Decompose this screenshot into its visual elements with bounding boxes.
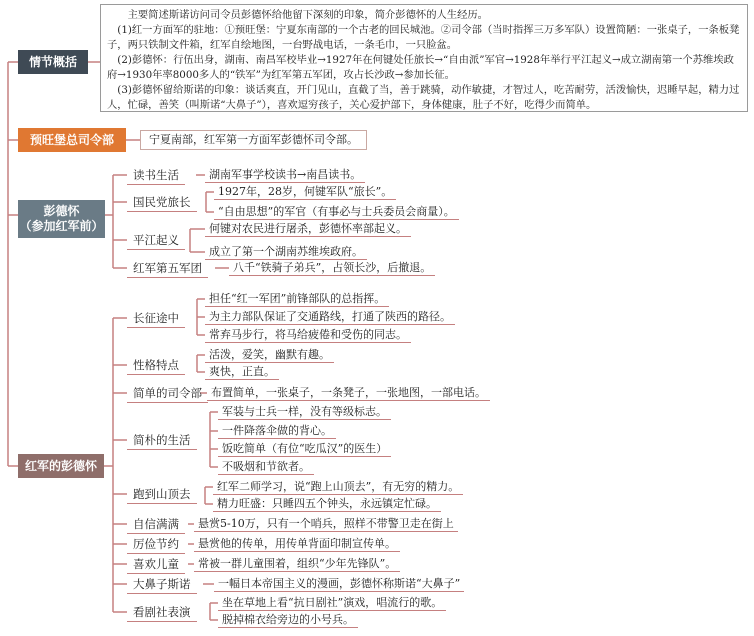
leaf-item: 脱掉棉衣给旁边的小号兵。	[218, 612, 358, 628]
leaf-item: 爽快，正直。	[205, 364, 279, 380]
sub-run-up-hill: 跑到山顶去	[127, 485, 197, 504]
leaf-item: 悬赏5-10万，只有一个哨兵，照样不带警卫走在街上	[194, 516, 458, 532]
category-plot: 情节概括	[18, 50, 88, 74]
sub-personality: 性格特点	[127, 356, 185, 375]
leaf-item: 精力旺盛：只睡四五个钟头，永远镇定忙碌。	[213, 496, 441, 512]
leaf-item: 为主力部队保证了交通路线，打通了陕西的路径。	[205, 309, 455, 325]
sub-big-nose: 大鼻子斯诺	[127, 575, 197, 594]
sub-long-march: 长征途中	[127, 309, 185, 328]
category-subtitle: （参加红军前）	[19, 219, 104, 233]
leaf-item: 何键对农民进行屠杀，彭德怀率部起义。	[205, 221, 411, 237]
leaf-item: 成立了第一个湖南苏维埃政府。	[205, 244, 367, 260]
sub-study: 读书生活	[127, 166, 185, 185]
sub-kmt-brigadier: 国民党旅长	[127, 193, 197, 212]
category-hq: 预旺堡总司令部	[18, 128, 126, 152]
summary-box	[100, 4, 748, 112]
sub-pingjiang-uprising: 平江起义	[127, 231, 185, 250]
summary-line: (3)彭德怀留给斯诺的印象：谈话爽直，开门见山，直截了当，善于跳骑，动作敏捷，才智过人，吃苦耐劳，活泼愉快，迟睡早起，精力过人，忙碌，善笑（叫斯诺“大鼻子”），喜欢逗穷孩子，关心爱护部下，身体健康，肚子不好，吃得少而简单。	[107, 84, 740, 111]
summary-line: 主要简述斯诺访问司令员彭德怀给他留下深刻的印象，简介彭德怀的人生经历。	[127, 9, 488, 21]
leaf-item: 坐在草地上看“抗日剧社”演戏，唱流行的歌。	[218, 595, 446, 611]
sub-watch-drama: 看剧社表演	[127, 603, 197, 622]
leaf-item: 八千“铁骑子弟兵”，占领长沙，后撤退。	[229, 260, 435, 276]
sub-fifth-corps: 红军第五军团	[127, 259, 208, 278]
leaf-item: 担任“红一军团”前锋部队的总指挥。	[205, 291, 389, 307]
sub-likes-children: 喜欢儿童	[127, 555, 185, 574]
sub-frugal-life: 简朴的生活	[127, 431, 197, 450]
leaf-item: 军装与士兵一样，没有等级标志。	[218, 404, 391, 420]
leaf-item: 饭吃简单（有位“吃瓜汉”的医生）	[218, 441, 391, 457]
hq-leaf: 宁夏南部，红军第一方面军彭德怀司令部。	[140, 130, 367, 150]
category-pdh-red-army: 红军的彭德怀	[18, 454, 104, 478]
leaf-item: 悬赏他的传单，用传单背面印制宣传单。	[194, 536, 400, 552]
category-title: 彭德怀	[43, 204, 80, 218]
leaf-item: 湖南军事学校读书→南昌读书。	[205, 167, 365, 183]
leaf-item: “自由思想”的军官（有事必与士兵委员会商量）。	[214, 204, 459, 220]
leaf-item: 一幅日本帝国主义的漫画，彭德怀称斯诺“大鼻子”	[214, 576, 464, 592]
leaf-item: 红军二师学习，说“跑上山顶去”，有无穷的精力。	[213, 479, 463, 495]
leaf-item: 1927年，28岁，何键军队“旅长”。	[214, 184, 396, 200]
summary-line: (2)彭德怀：行伍出身，湖南、南昌军校毕业→1927年在何键处任旅长→“自由派”军官→1928年举行平江起义→成立湖南第一个苏维埃政府→1930年率8000多人的“铁军”为红军第五军团，攻占长沙政→参加长征。	[107, 54, 734, 81]
leaf-item: 不吸烟和节欲者。	[218, 459, 314, 475]
sub-simple-hq: 简单的司令部	[127, 384, 208, 403]
leaf-item: 一件降落伞做的背心。	[218, 423, 336, 439]
leaf-item: 常被一群儿童围着，组织“少年先锋队”。	[194, 556, 400, 572]
summary-line: (1)红一方面军的驻地：①预旺堡：宁夏东南部的一个古老的回民城池。②司令部（当时指挥三万多军队）设置简陋：一张桌子，一条板凳子，两只铁制文件箱，红军自绘地图，一台野战电话，一条毛巾，一只脸盆。	[107, 24, 740, 51]
leaf-item: 布置简单，一张桌子，一条凳子，一张地图，一部电话。	[207, 385, 490, 401]
leaf-item: 活泼，爱笑，幽默有趣。	[205, 347, 334, 363]
sub-thrifty: 厉俭节约	[127, 535, 185, 554]
category-pdh-before	[18, 200, 105, 238]
sub-confident: 自信满满	[127, 515, 185, 534]
leaf-item: 常弃马步行，将马给疲倦和受伤的同志。	[205, 327, 411, 343]
